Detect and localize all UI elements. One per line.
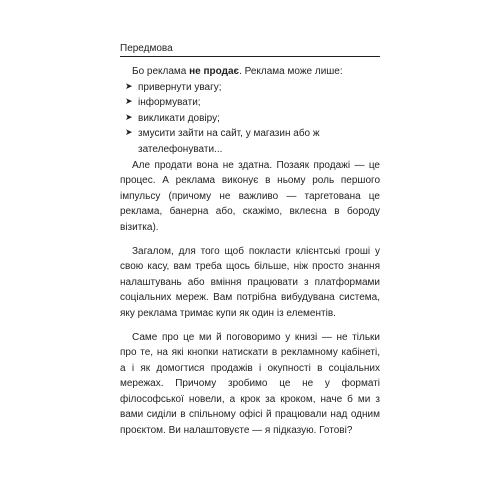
bullet-text: викликати довіру;: [138, 112, 220, 124]
bullet-item: [120, 80, 380, 96]
arrowhead-bullet-icon: ➤: [125, 81, 133, 92]
bullet-text: інформувати;: [138, 97, 201, 109]
intro-text-before: Бо реклама: [132, 66, 190, 77]
running-header: Передмова: [120, 43, 173, 54]
arrowhead-bullet-icon: ➤: [125, 112, 133, 123]
intro-paragraph: [120, 64, 380, 80]
paragraph: Але продати вона не здатна. Позаяк продажі — це процес. А реклама виконує в ньому роль першого імпульсу (причому не важливо — таргетована це реклама, банерна або, скажімо, вклеєна в бороду візитка).: [120, 159, 380, 233]
intro-text-after: . Реклама може лише:: [239, 66, 343, 77]
body-text: [120, 64, 380, 439]
arrowhead-bullet-icon: ➤: [125, 128, 133, 139]
bullet-item: [120, 95, 380, 111]
bullet-text: привернути увагу;: [138, 81, 222, 93]
paragraph: Загалом, для того щоб покласти клієнтські гроші у свою касу, вам треба щось більше, ніж просто знання налаштувань або вміння працювати з платформами соціальних мереж. Вам потрібна вибудувана система, яку реклама тримає купи як один із елементів.: [120, 245, 380, 319]
header-rule: [120, 56, 380, 57]
arrowhead-bullet-icon: ➤: [125, 97, 133, 108]
bullet-list: [120, 80, 380, 158]
intro-bold-text: не продає: [189, 66, 240, 77]
bullet-item: [120, 111, 380, 127]
bullet-text: змусити зайти на сайт, у магазин або ж зателефонувати...: [138, 128, 320, 155]
paragraph: Саме про це ми й поговоримо у книзі — не тільки про те, на які кнопки натискати в рекламному кабінеті, а і як домогтися продажів і окупності в соціальних мережах. Причому зробимо це не у форматі філософської новели, а крок за кроком, наче б ми з вами сиділи в спільному офісі й працювали над одним проєктом. Ви налаштовуєте — я підказую. Готові?: [120, 331, 380, 437]
bullet-item: [120, 126, 380, 157]
